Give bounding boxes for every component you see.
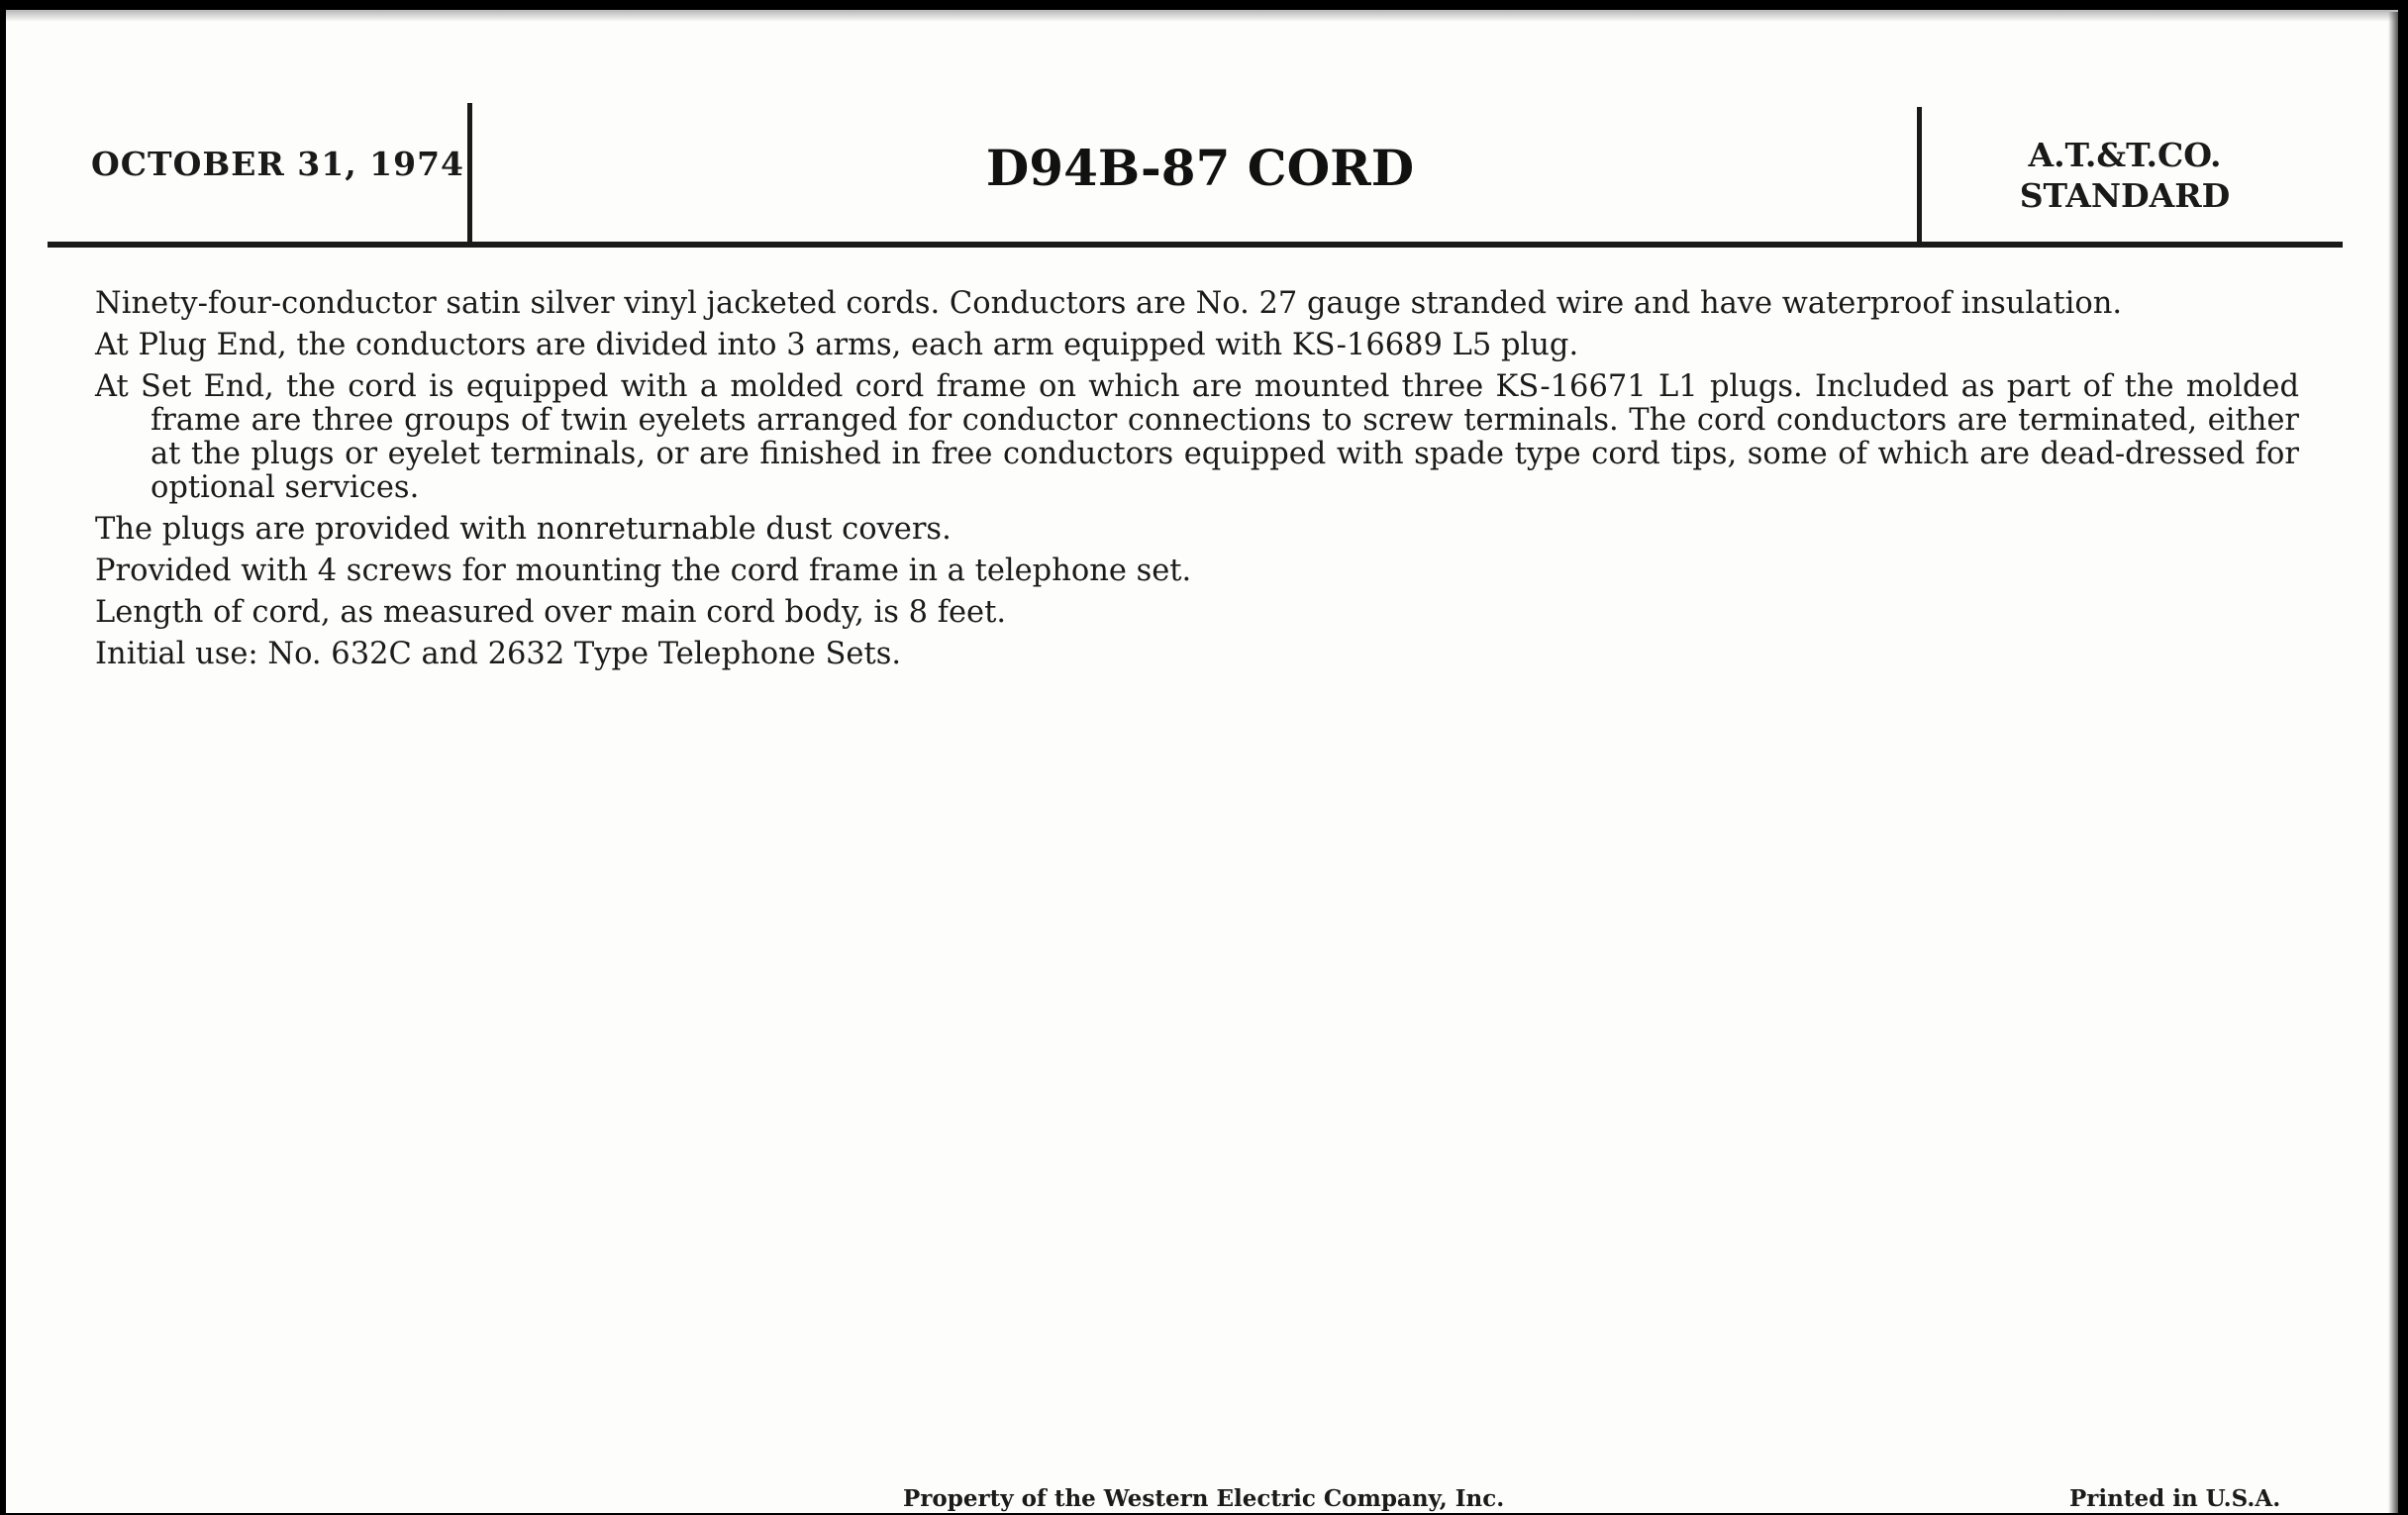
org-name: A.T.&T.CO. bbox=[2028, 136, 2222, 174]
property-notice: Property of the Western Electric Company, Inc. bbox=[903, 1485, 1505, 1512]
standard-label bbox=[1937, 135, 2313, 216]
paragraph-conductors: Ninety-four-conductor satin silver vinyl jacketed cords. Conductors are No. 27 gauge stranded wire and have waterproof insulation. bbox=[95, 286, 2123, 321]
header-rule bbox=[48, 242, 2343, 248]
document-title: D94B-87 CORD bbox=[985, 139, 1415, 197]
header-divider-left bbox=[467, 103, 472, 248]
page-edge-shadow bbox=[2388, 12, 2398, 1513]
paragraph-length: Length of cord, as measured over main cord body, is 8 feet. bbox=[95, 595, 1007, 630]
paragraph-screws: Provided with 4 screws for mounting the cord frame in a telephone set. bbox=[95, 554, 1192, 588]
issue-date: OCTOBER 31, 1974 bbox=[91, 145, 465, 183]
scan-shadow bbox=[6, 12, 2398, 22]
paragraph-initial-use: Initial use: No. 632C and 2632 Type Telephone Sets. bbox=[95, 637, 902, 671]
document-page bbox=[6, 10, 2398, 1513]
paragraph-plug-end: At Plug End, the conductors are divided into 3 arms, each arm equipped with KS-16689 L5 plug. bbox=[95, 328, 1579, 362]
paragraph-set-end: At Set End, the cord is equipped with a molded cord frame on which are mounted three KS-16671 L1 plugs. Included as part of the molded frame are three groups of twin eyelets arranged for conductor connections to screw terminals. The cord conductors are terminated, either at the plugs or eyelet terminals, or are finished in free conductors equipped with spade type cord tips, some of which are dead-dressed for optional services. bbox=[95, 369, 2299, 505]
printed-notice: Printed in U.S.A. bbox=[2069, 1485, 2281, 1512]
description-body bbox=[95, 287, 2299, 679]
standard-word: STANDARD bbox=[2019, 176, 2231, 215]
header-divider-right bbox=[1917, 107, 1922, 248]
paragraph-dust-covers: The plugs are provided with nonreturnable dust covers. bbox=[95, 512, 952, 547]
